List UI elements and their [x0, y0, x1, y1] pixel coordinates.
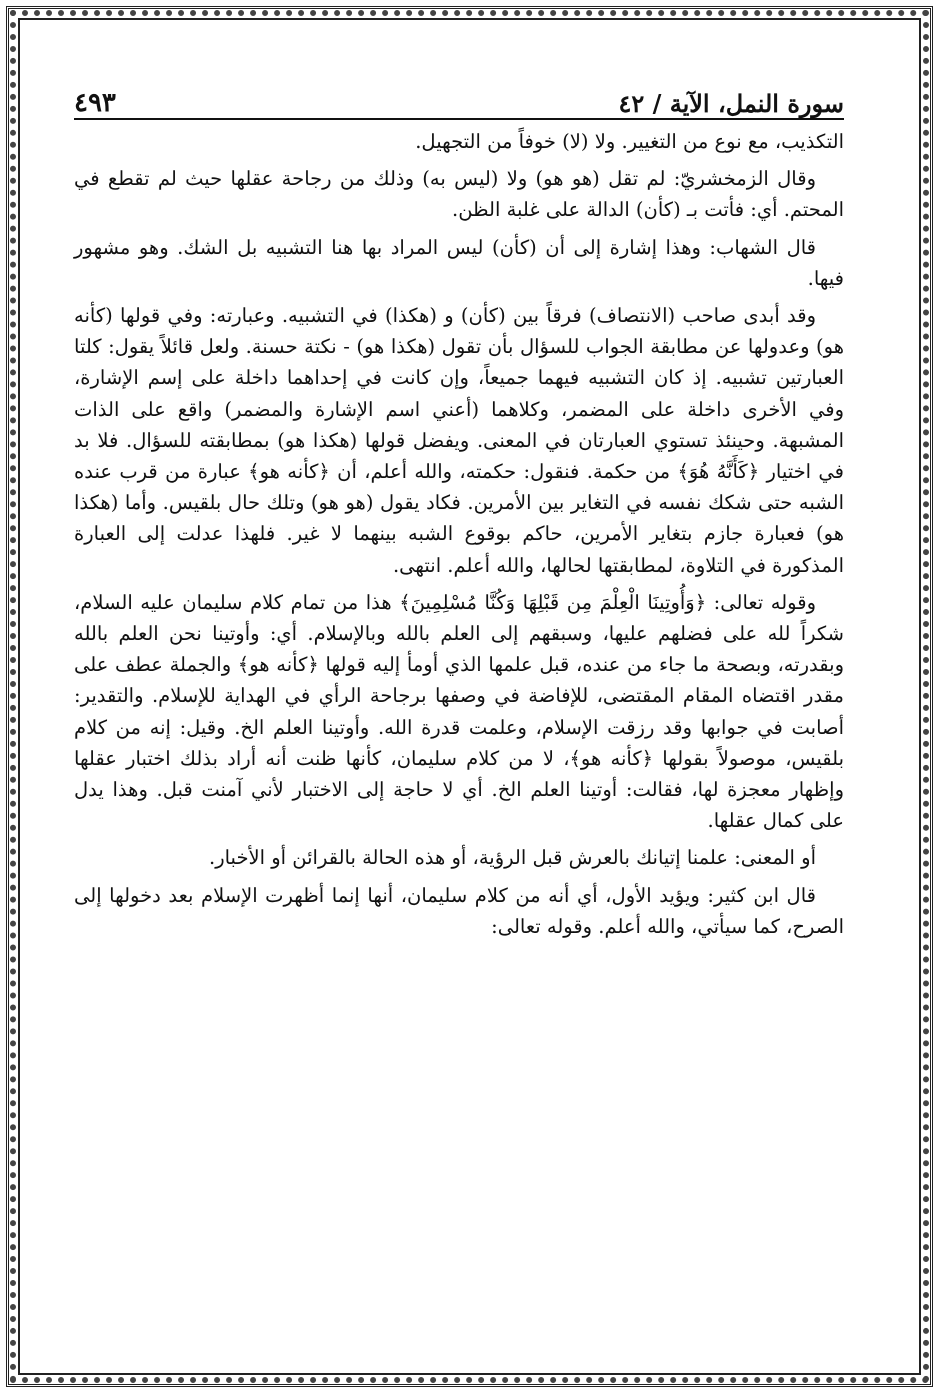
- paragraph: وقال الزمخشريّ: لم تقل (هو هو) ولا (ليس به) وذلك من رجاحة عقلها حيث لم تقطع في المحتم. أي: فأتت بـ (كأن) الدالة على غلبة الظن.: [74, 167, 844, 222]
- paragraph: وقد أبدى صاحب (الانتصاف) فرقاً بين (كأن) و (هكذا) في التشبيه. وعبارته: وفي قولها (كأنه هو) وعدولها عن مطابقة الجواب للسؤال بأن تقول (هكذا هو) - نكتة حسنة. ولعل قائلاً يقول: كلتا العبارتين تشبيه. إذ كان التشبيه فيهما جميعاً، وإن كانت في إحداهما داخلة على إسم الإشارة، وفي الأخرى داخلة على المضمر، وكلاهما (أعني اسم الإشارة والمضمر) واقع على الذات المشبهة. وحينئذ تستوي العبارتان في المعنى. ويفضل قولها (هكذا هو) بمطابقته للسؤال. فلا بد في اختيار ﴿كَأَنَّهُ هُوَ﴾ من حكمة. فنقول: حكمته، والله أعلم، أن ﴿كأنه هو﴾ عبارة من قرب عنده الشبه حتى شكك نفسه في التغاير بين الأمرين. فكاد يقول (هو هو) وتلك حال بلقيس. وأما (هكذا هو) فعبارة جازم بتغاير الأمرين، حاكم بوقوع الشبه بينهما لا غير. فلهذا عدلت إلى العبارة المذكورة في التلاوة، لمطابقتها لحالها، والله أعلم. انتهى.: [74, 304, 844, 577]
- page-number: ٤٩٣: [74, 88, 116, 118]
- header-title: سورة النمل، الآية / ٤٢: [618, 89, 844, 118]
- paragraph: وقوله تعالى: ﴿وَأُوتِينَا الْعِلْمَ مِن قَبْلِهَا وَكُنَّا مُسْلِمِينَ﴾ هذا من تمام كلام سليمان عليه السلام، شكراً لله على فضلهم عليها، وسبقهم إلى العلم بالله وبالإسلام. أي: وأوتينا نحن العلم بالله وبقدرته، وبصحة ما جاء من عنده، قبل علمها الذي أومأ إليه قولها ﴿كأنه هو﴾ والجملة عطف على مقدر اقتضاه المقام المقتضى، للإفاضة في وصفها برجاحة الرأي في الهداية للإسلام. والتقدير: أصابت في جوابها وقد رزقت الإسلام، وعلمت قدرة الله. وأوتينا العلم الخ. وقيل: إنه من كلام بلقيس، موصولاً بقولها ﴿كأنه هو﴾، لا من كلام سليمان، كأنها ظنت أنه أراد بذلك اختبار عقلها وإظهار معجزة لها، فقالت: أوتينا العلم الخ. أي لا حاجة إلى الاختبار لأني آمنت قبل. وهذا يدل على كمال عقلها.: [74, 590, 844, 833]
- paragraph: قال الشهاب: وهذا إشارة إلى أن (كأن) ليس المراد بها هنا التشبيه بل الشك. وهو مشهور فيها.: [74, 235, 844, 290]
- paragraph: قال ابن كثير: ويؤيد الأول، أي أنه من كلام سليمان، أنها إنما أظهرت الإسلام بعد دخولها إلى الصرح، كما سيأتي، والله أعلم. وقوله تعالى:: [74, 883, 844, 938]
- paragraph: أو المعنى: علمنا إتيانك بالعرش قبل الرؤية، أو هذه الحالة بالقرائن أو الأخبار.: [209, 846, 816, 870]
- paragraph: التكذيب، مع نوع من التغيير. ولا (لا) خوفاً من التجهيل.: [415, 130, 844, 153]
- body-text: [74, 126, 844, 942]
- page-header: [74, 78, 844, 120]
- page-content: [74, 78, 844, 948]
